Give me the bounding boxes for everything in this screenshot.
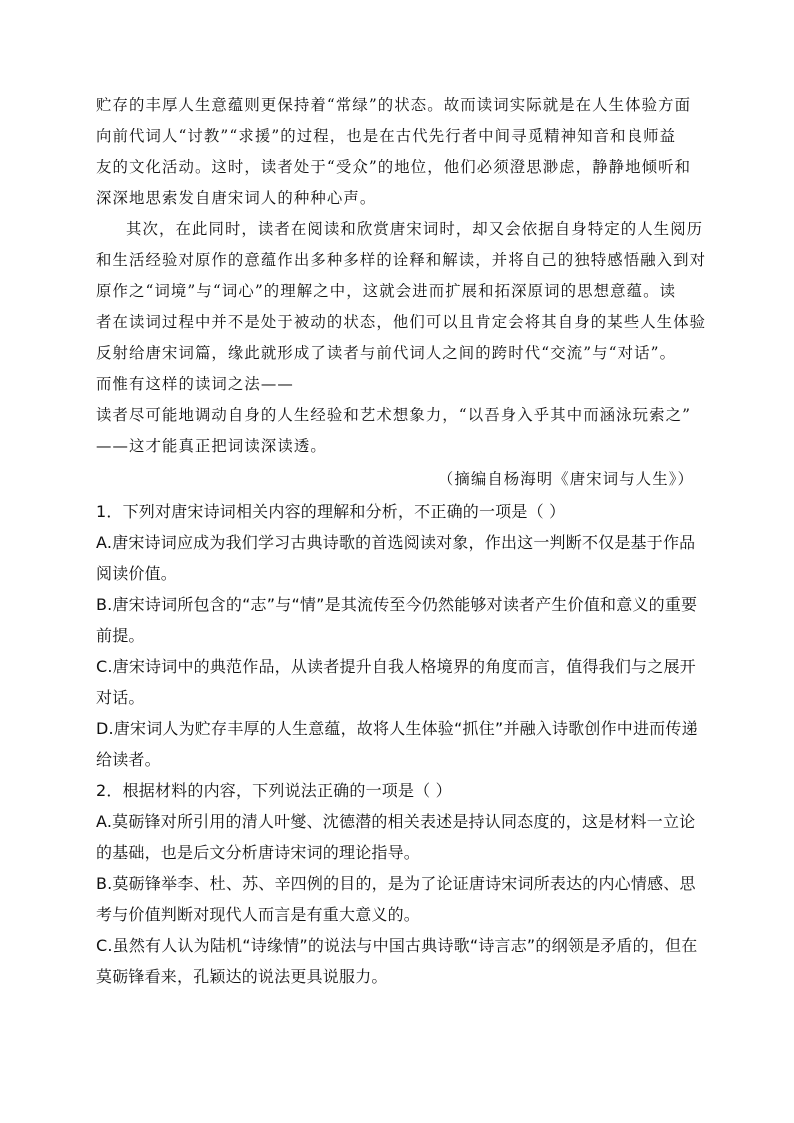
passage-line: 其次，在此同时，读者在阅读和欣赏唐宋词时，却又会依据自身特定的人生阅历 (126, 220, 704, 238)
option-a-line1: A.唐宋诗词应成为我们学习古典诗歌的首选阅读对象，作出这一判断不仅是基于作品 (96, 533, 696, 552)
option-a-line1: A.莫砺锋对所引用的清人叶燮、沈德潜的相关表述是持认同态度的，这是材料一立论 (96, 812, 696, 831)
option-c-line2: 莫砺锋看来，孔颖达的说法更具说服力。 (96, 967, 388, 986)
passage-line: 原作之“词境”与“词心”的理解之中，这就会进而扩展和拓深原词的思想意蕴。读 (96, 282, 677, 300)
passage-line: 者在读词过程中并不是处于被动的状态，他们可以且肯定会将其自身的某些人生体验 (96, 313, 707, 331)
option-c-line2: 对话。 (96, 688, 145, 707)
option-b-line2: 前提。 (96, 626, 145, 645)
passage-line: 向前代词人“讨教”“求援”的过程，也是在古代先行者中间寻觅精神知音和良师益 (96, 127, 677, 145)
option-b-line1: B.唐宋诗词所包含的“志”与“情”是其流传至今仍然能够对读者产生价值和意义的重要 (96, 595, 698, 614)
passage-source: （摘编自杨海明《唐宋词与人生》） (437, 470, 694, 488)
passage-line: ——这才能真正把词读深读透。 (96, 437, 327, 455)
passage-line: 反射给唐宋词篇，缘此就形成了读者与前代词人之间的跨时代“交流”与“对话”。 (96, 344, 677, 362)
option-b-line2: 考与价值判断对现代人而言是有重大意义的。 (96, 905, 421, 924)
passage-line: 和生活经验对原作的意蕴作出多种多样的诠释和解读，并将自己的独特感悟融入到对 (96, 251, 707, 269)
passage-line: 读者尽可能地调动自身的人生经验和艺术想象力，“以吾身入乎其中而涵泳玩索之” (96, 406, 692, 424)
option-b-line1: B.莫砺锋举李、杜、苏、辛四例的目的，是为了论证唐诗宋词所表达的内心情感、思 (96, 874, 696, 893)
question-stem: 2．根据材料的内容，下列说法正确的一项是（ ） (96, 781, 452, 800)
question-stem: 1．下列对唐宋诗词相关内容的理解和分析，不正确的一项是（ ） (96, 502, 566, 521)
passage-line: 友的文化活动。这时，读者处于“受众”的地位，他们必须澄思渺虑，静静地倾听和 (96, 158, 692, 176)
option-c-line1: C.虽然有人认为陆机“诗缘情”的说法与中国古典诗歌“诗言志”的纲领是矛盾的，但在 (96, 936, 698, 955)
option-d-line1: D.唐宋词人为贮存丰厚的人生意蕴，故将人生体验“抓住”并融入诗歌创作中进而传递 (96, 719, 698, 738)
passage-line: 深深地思索发自唐宋词人的种种心声。 (96, 189, 377, 207)
option-c-line1: C.唐宋诗词中的典范作品，从读者提升自我人格境界的角度而言，值得我们与之展开 (96, 657, 696, 676)
passage-line: 贮存的丰厚人生意蕴则更保持着“常绿”的状态。故而读词实际就是在人生体验方面 (96, 96, 692, 114)
passage-line: 而惟有这样的读词之法—— (96, 375, 294, 393)
option-a-line2: 的基础，也是后文分析唐诗宋词的理论指导。 (96, 843, 421, 862)
option-d-line2: 给读者。 (96, 750, 161, 769)
option-a-line2: 阅读价值。 (96, 564, 178, 583)
